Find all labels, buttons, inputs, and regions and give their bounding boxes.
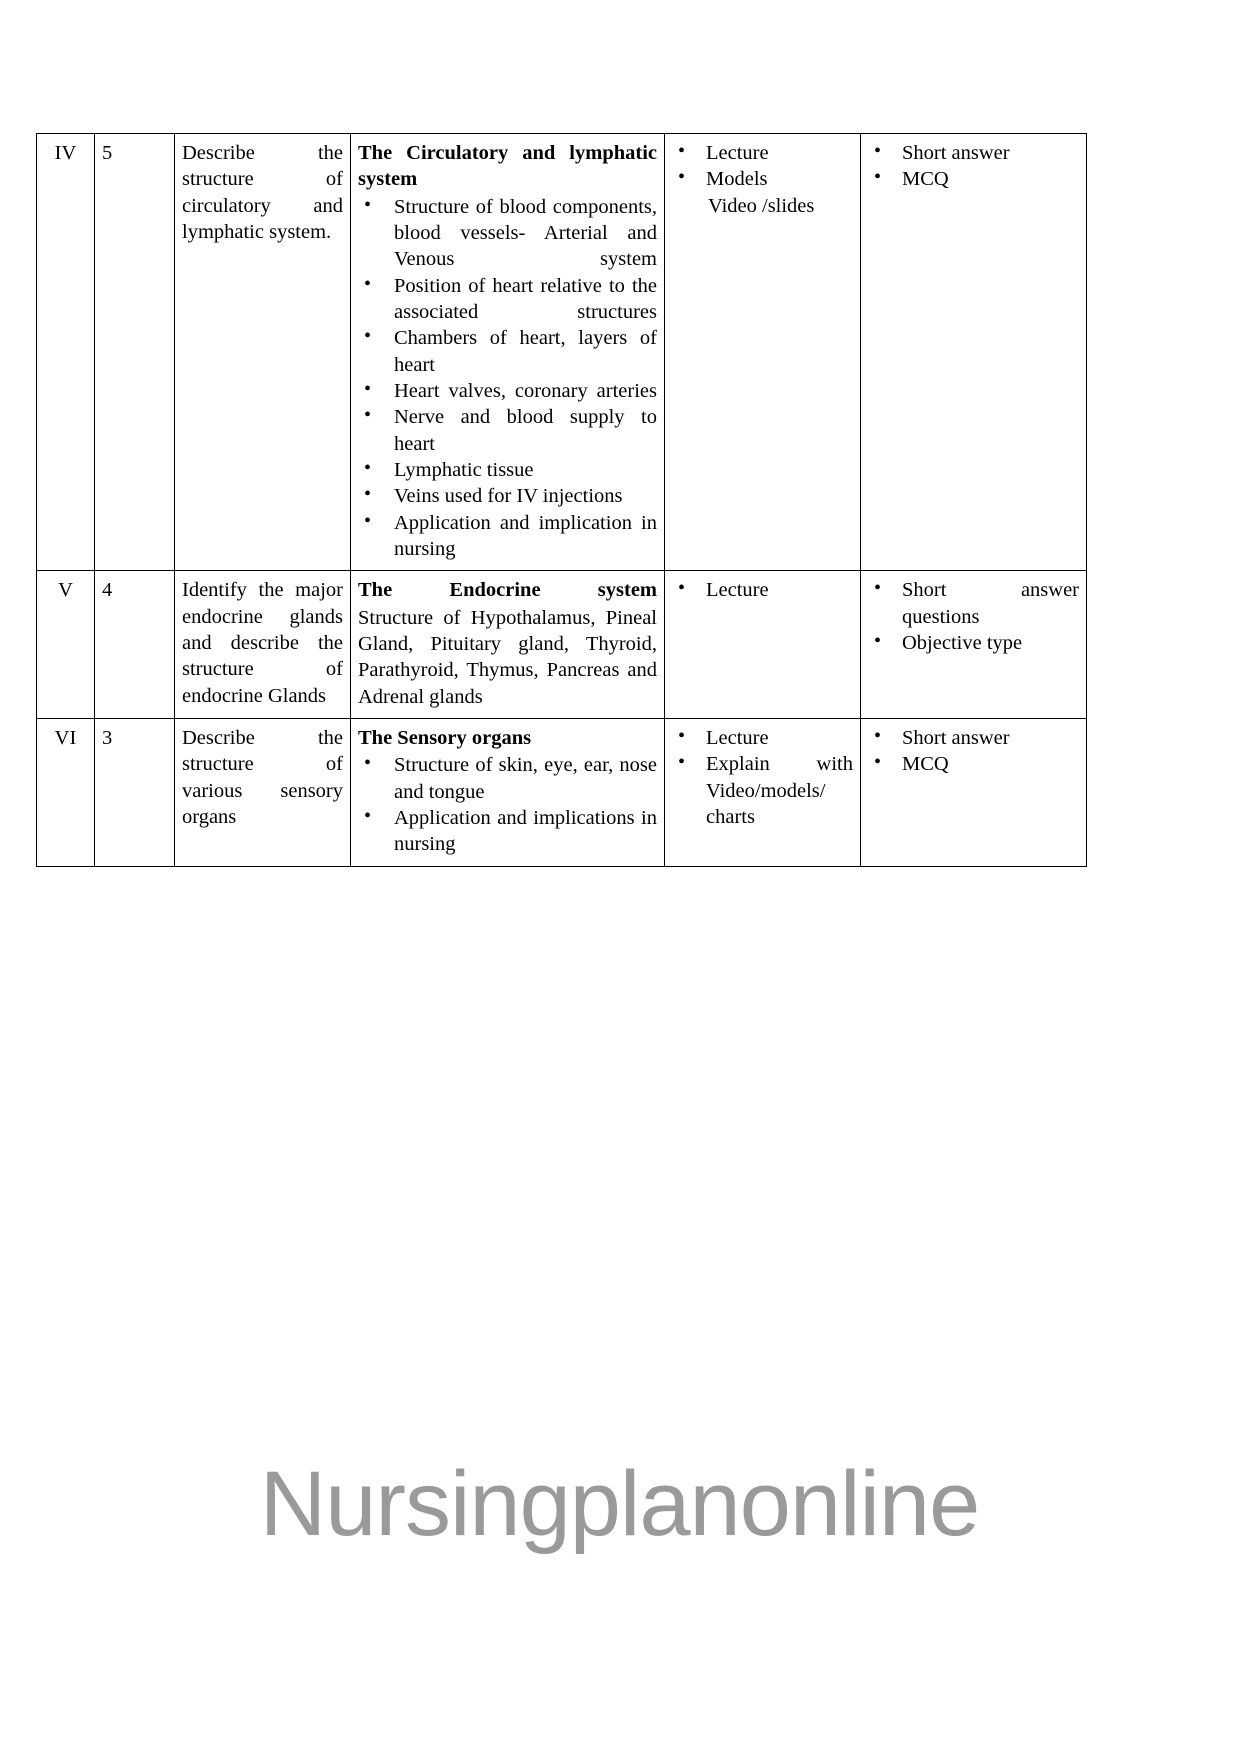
list-item: • MCQ <box>868 166 1079 192</box>
list-item: • Structure of blood components, blood vessels- Arterial and Venous system <box>358 194 657 273</box>
unit-number-cell <box>37 571 95 719</box>
list-item: • MCQ <box>868 751 1079 777</box>
list-item: • Lecture <box>672 577 853 603</box>
hours-value: 5 <box>102 142 113 164</box>
list-item: • Explain with Video/models/ charts <box>672 751 853 830</box>
content-cell <box>351 718 665 866</box>
objective-line: organs <box>182 805 237 828</box>
objective-line: Describe the <box>182 726 343 749</box>
teaching-bullet-list <box>672 725 853 830</box>
objective-line: endocrine Glands <box>182 684 327 707</box>
teaching-methods-cell <box>665 571 861 719</box>
table-row <box>37 571 1087 719</box>
content-title: The Circulatory and lymphatic system <box>358 142 657 191</box>
unit-number-cell <box>37 718 95 866</box>
list-item: • Short answer <box>868 140 1079 166</box>
evaluation-cell <box>861 571 1087 719</box>
unit-number: IV <box>54 142 77 164</box>
objective-line: endocrine glands <box>182 605 343 628</box>
watermark: Nursingplanonline <box>259 1453 980 1555</box>
list-item: • Veins used for IV injections <box>358 483 657 509</box>
objective-line: lymphatic system. <box>182 220 332 243</box>
objective-line: circulatory and <box>182 194 343 217</box>
content-title: The Sensory organs <box>358 726 532 749</box>
objective-line: Describe the <box>182 142 343 164</box>
evaluation-bullet-list <box>868 140 1079 193</box>
hours-cell <box>95 718 175 866</box>
list-item: • Short answer <box>868 725 1079 751</box>
list-item: • Chambers of heart, layers of heart <box>358 325 657 378</box>
objective-line: and describe the <box>182 631 343 654</box>
hours-cell <box>95 571 175 719</box>
teaching-methods-cell <box>665 134 861 571</box>
teaching-methods-cell <box>665 718 861 866</box>
unit-number: V <box>58 579 73 602</box>
table-row <box>37 718 1087 866</box>
list-item: • Nerve and blood supply to heart <box>358 404 657 457</box>
list-item: • Position of heart relative to the associated structures <box>358 273 657 326</box>
evaluation-cell <box>861 718 1087 866</box>
hours-cell <box>95 134 175 571</box>
content-bullet-list <box>358 194 657 563</box>
hours-value: 3 <box>102 726 113 749</box>
content-cell <box>351 571 665 719</box>
objective-line: structure of <box>182 753 343 776</box>
list-item: • Short answer questions <box>868 577 1079 630</box>
list-item: • Application and implication in nursing <box>358 510 657 563</box>
list-item: • Objective type <box>868 630 1079 656</box>
content-paragraph: Structure of Hypothalamus, Pineal Gland, Pituitary gland, Thyroid, Parathyroid, Thymus, Pancreas and Adrenal glands <box>358 606 657 708</box>
lesson-plan-table <box>36 133 1087 867</box>
objective-line: various sensory <box>182 779 343 802</box>
objective-line: structure of <box>182 658 343 681</box>
list-item: • Models <box>672 166 853 192</box>
content-title: The Endocrine system <box>358 579 657 602</box>
content-bullet-list <box>358 752 657 857</box>
content-cell <box>351 134 665 571</box>
objective-line: structure of <box>182 168 343 191</box>
evaluation-cell <box>861 134 1087 571</box>
list-item: • Structure of skin, eye, ear, nose and tongue <box>358 752 657 805</box>
evaluation-bullet-list <box>868 725 1079 778</box>
objective-line: Identify the major <box>182 579 343 602</box>
unit-number: VI <box>54 726 77 749</box>
hours-value: 4 <box>102 579 113 602</box>
teaching-bullet-list <box>672 577 853 603</box>
list-item: • Lecture <box>672 140 853 166</box>
objectives-cell <box>175 718 351 866</box>
table-row <box>37 134 1087 571</box>
objectives-cell <box>175 571 351 719</box>
teaching-extra-text: Video /slides <box>708 194 815 217</box>
evaluation-bullet-list <box>868 577 1079 656</box>
teaching-bullet-list <box>672 140 853 193</box>
list-item: • Lecture <box>672 725 853 751</box>
unit-number-cell <box>37 134 95 571</box>
list-item: • Lymphatic tissue <box>358 457 657 483</box>
list-item: • Application and implications in nursing <box>358 805 657 858</box>
objectives-cell <box>175 134 351 571</box>
list-item: • Heart valves, coronary arteries <box>358 378 657 404</box>
